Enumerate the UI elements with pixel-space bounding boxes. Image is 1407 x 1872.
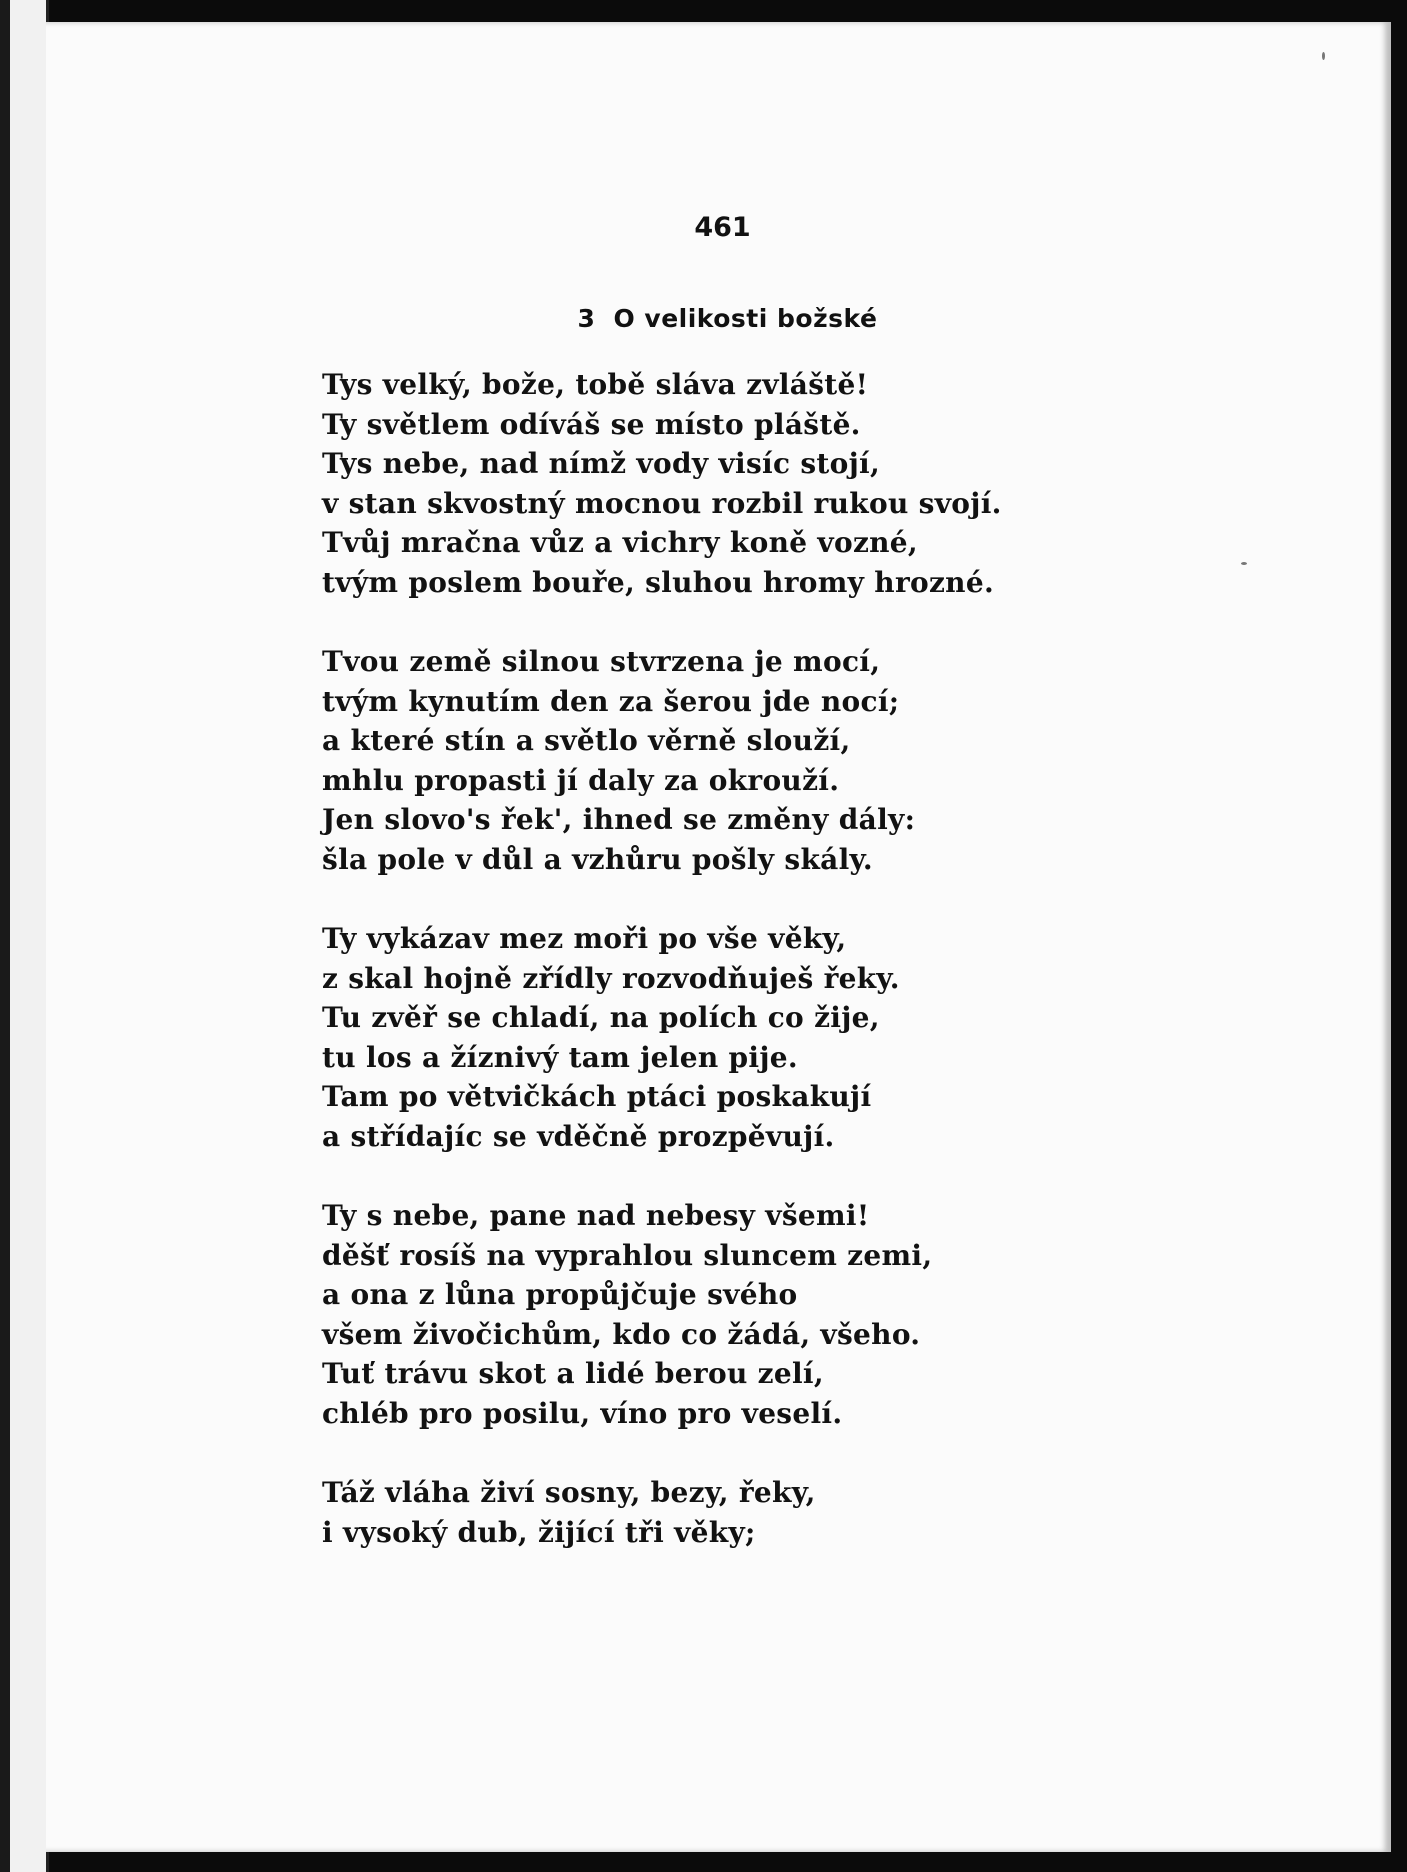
book-page	[46, 22, 1391, 1852]
verse-line: Tuť trávu skot a lidé berou zelí,	[322, 1357, 824, 1390]
verse-line: Tu zvěř se chladí, na polích co žije,	[322, 1001, 880, 1034]
verse-line: Tvůj mračna vůz a vichry koně vozné,	[322, 526, 918, 559]
stanza	[322, 1196, 1082, 1433]
verse-line: a ona z lůna propůjčuje svého	[322, 1278, 798, 1311]
verse-line: Tam po větvičkách ptáci poskakují	[322, 1080, 872, 1113]
page-number: 461	[694, 212, 751, 243]
verse-line: děšť rosíš na vyprahlou sluncem zemi,	[322, 1238, 933, 1272]
poem-title	[46, 304, 1391, 333]
stanza	[322, 1473, 1082, 1552]
verse-line: v stan skvostný mocnou rozbil rukou svojí.	[322, 486, 1002, 520]
verse-line: a které stín a světlo věrně slouží,	[322, 724, 851, 757]
verse-line: šla pole v důl a vzhůru pošly skály.	[322, 842, 873, 876]
verse-line: tu los a žíznivý tam jelen pije.	[322, 1040, 798, 1074]
poem-body	[322, 365, 1082, 1592]
verse-line: Tys velký, bože, tobě sláva zvláště!	[322, 368, 869, 401]
verse-line: z skal hojně zřídly rozvodňuješ řeky.	[322, 961, 900, 995]
stanza	[322, 919, 1082, 1156]
poem-number: 3	[577, 304, 596, 333]
scan-left-margin	[0, 0, 49, 1872]
verse-line: a střídajíc se vděčně prozpěvují.	[322, 1119, 835, 1153]
verse-line: Jen slovo's řek', ihned se změny dály:	[322, 803, 916, 836]
verse-line: všem živočichům, kdo co žádá, všeho.	[322, 1317, 921, 1351]
verse-line: Tvou země silnou stvrzena je mocí,	[322, 645, 881, 678]
stanza	[322, 642, 1082, 879]
scan-speck	[1322, 52, 1325, 60]
verse-line: i vysoký dub, žijící tři věky;	[322, 1515, 756, 1549]
verse-line: tvým kynutím den za šerou jde nocí;	[322, 684, 900, 718]
verse-line: Ty světlem odíváš se místo pláště.	[322, 407, 861, 441]
stanza	[322, 365, 1082, 602]
verse-line: tvým poslem bouře, sluhou hromy hrozné.	[322, 565, 994, 599]
scan-speck	[1241, 562, 1247, 565]
poem-title-text: O velikosti božské	[613, 304, 878, 333]
verse-line: mhlu propasti jí daly za okrouží.	[322, 763, 840, 797]
verse-line: Tys nebe, nad nímž vody visíc stojí,	[322, 447, 881, 480]
verse-line: Táž vláha živí sosny, bezy, řeky,	[322, 1476, 816, 1509]
verse-line: Ty s nebe, pane nad nebesy všemi!	[322, 1199, 870, 1232]
verse-line: chléb pro posilu, víno pro veselí.	[322, 1396, 843, 1430]
verse-line: Ty vykázav mez moři po vše věky,	[322, 922, 847, 955]
